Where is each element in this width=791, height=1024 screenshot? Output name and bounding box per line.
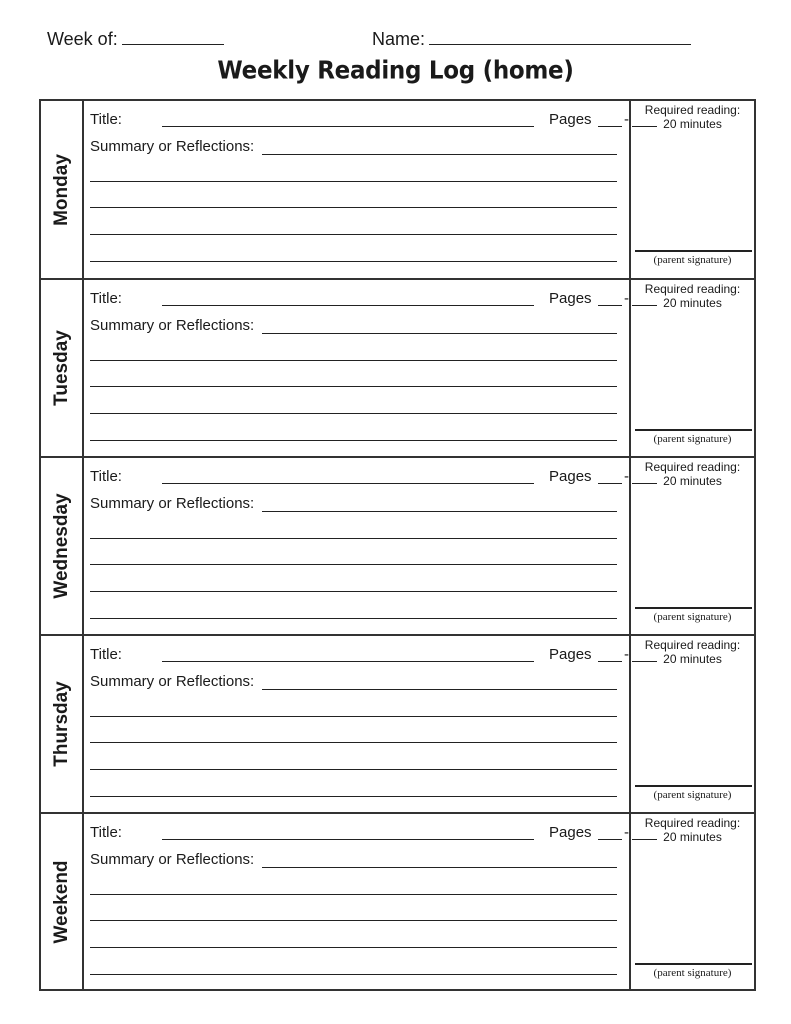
summary-label: Summary or Reflections: — [90, 138, 255, 155]
summary-line[interactable] — [90, 591, 617, 592]
summary-line[interactable] — [90, 234, 617, 235]
page-title: Weekly Reading Log (home) — [217, 56, 574, 86]
title-blank[interactable] — [162, 661, 534, 662]
summary-label: Summary or Reflections: — [90, 851, 255, 868]
required-reading-label: Required reading: — [644, 103, 741, 117]
summary-blank[interactable] — [262, 689, 617, 690]
summary-blank[interactable] — [262, 511, 617, 512]
day-label: Monday — [50, 154, 72, 226]
pages-start-blank[interactable] — [598, 305, 622, 306]
required-minutes: 20 minutes — [663, 652, 722, 666]
required-reading-cell — [629, 814, 754, 990]
summary-line[interactable] — [90, 564, 617, 565]
title-blank[interactable] — [162, 839, 534, 840]
parent-signature-label: (parent signature) — [653, 789, 732, 801]
entry-cell — [84, 636, 629, 812]
required-minutes: 20 minutes — [663, 830, 722, 844]
day-label-cell — [41, 458, 84, 634]
required-reading-label: Required reading: — [644, 282, 741, 296]
summary-line[interactable] — [90, 386, 617, 387]
pages-label: Pages — [549, 111, 592, 128]
summary-line[interactable] — [90, 618, 617, 619]
required-minutes: 20 minutes — [663, 296, 722, 310]
required-minutes: 20 minutes — [663, 474, 722, 488]
entry-cell — [84, 101, 629, 279]
pages-separator: - — [624, 468, 629, 485]
pages-separator: - — [624, 646, 629, 663]
summary-line[interactable] — [90, 181, 617, 182]
summary-label: Summary or Reflections: — [90, 317, 255, 334]
summary-line[interactable] — [90, 769, 617, 770]
entry-cell — [84, 280, 629, 456]
name-label: Name: — [372, 29, 426, 49]
pages-start-blank[interactable] — [598, 126, 622, 127]
pages-start-blank[interactable] — [598, 483, 622, 484]
parent-signature-label: (parent signature) — [653, 433, 732, 445]
pages-start-blank[interactable] — [598, 839, 622, 840]
day-row-thursday — [41, 634, 754, 812]
required-reading-label: Required reading: — [644, 638, 741, 652]
day-row-wednesday — [41, 456, 754, 634]
required-minutes: 20 minutes — [663, 117, 722, 131]
summary-label: Summary or Reflections: — [90, 495, 255, 512]
summary-blank[interactable] — [262, 867, 617, 868]
pages-label: Pages — [549, 646, 592, 663]
title-label: Title: — [90, 468, 122, 485]
week-of-blank[interactable] — [122, 29, 224, 45]
summary-line[interactable] — [90, 974, 617, 975]
parent-signature-line[interactable] — [635, 963, 752, 965]
parent-signature-label: (parent signature) — [653, 967, 732, 979]
parent-signature-line[interactable] — [635, 607, 752, 609]
summary-line[interactable] — [90, 796, 617, 797]
day-row-monday — [41, 101, 754, 279]
title-blank[interactable] — [162, 126, 534, 127]
entry-cell — [84, 814, 629, 990]
summary-line[interactable] — [90, 716, 617, 717]
entry-cell — [84, 458, 629, 634]
name-field — [372, 29, 691, 50]
summary-line[interactable] — [90, 207, 617, 208]
day-row-weekend — [41, 812, 754, 990]
day-label-cell — [41, 814, 84, 990]
title-label: Title: — [90, 111, 122, 128]
parent-signature-label: (parent signature) — [653, 611, 732, 623]
pages-separator: - — [624, 290, 629, 307]
name-blank[interactable] — [429, 29, 691, 45]
day-label: Wednesday — [50, 493, 72, 599]
summary-line[interactable] — [90, 440, 617, 441]
title-label: Title: — [90, 824, 122, 841]
required-reading-cell — [629, 101, 754, 279]
pages-label: Pages — [549, 824, 592, 841]
summary-line[interactable] — [90, 538, 617, 539]
parent-signature-line[interactable] — [635, 429, 752, 431]
summary-label: Summary or Reflections: — [90, 673, 255, 690]
pages-separator: - — [624, 824, 629, 841]
day-row-tuesday — [41, 278, 754, 456]
week-of-field — [47, 29, 224, 50]
day-label-cell — [41, 636, 84, 812]
title-label: Title: — [90, 290, 122, 307]
title-blank[interactable] — [162, 305, 534, 306]
summary-blank[interactable] — [262, 154, 617, 155]
day-label: Thursday — [50, 681, 72, 767]
parent-signature-line[interactable] — [635, 785, 752, 787]
summary-line[interactable] — [90, 894, 617, 895]
parent-signature-label: (parent signature) — [653, 254, 732, 266]
day-label-cell — [41, 280, 84, 456]
required-reading-cell — [629, 280, 754, 456]
reading-log-table — [39, 99, 756, 991]
required-reading-label: Required reading: — [644, 460, 741, 474]
summary-line[interactable] — [90, 742, 617, 743]
required-reading-text — [631, 638, 754, 666]
pages-separator: - — [624, 111, 629, 128]
title-blank[interactable] — [162, 483, 534, 484]
parent-signature-line[interactable] — [635, 250, 752, 252]
summary-blank[interactable] — [262, 333, 617, 334]
required-reading-cell — [629, 458, 754, 634]
day-label: Tuesday — [50, 330, 72, 406]
required-reading-text — [631, 460, 754, 488]
week-of-label: Week of: — [47, 29, 118, 49]
title-label: Title: — [90, 646, 122, 663]
required-reading-text — [631, 282, 754, 310]
required-reading-label: Required reading: — [644, 816, 741, 830]
required-reading-cell — [629, 636, 754, 812]
summary-line[interactable] — [90, 360, 617, 361]
summary-line[interactable] — [90, 413, 617, 414]
summary-line[interactable] — [90, 920, 617, 921]
pages-label: Pages — [549, 290, 592, 307]
day-label-cell — [41, 101, 84, 279]
day-label: Weekend — [50, 860, 72, 944]
required-reading-text — [631, 103, 754, 131]
pages-label: Pages — [549, 468, 592, 485]
summary-line[interactable] — [90, 261, 617, 262]
pages-start-blank[interactable] — [598, 661, 622, 662]
required-reading-text — [631, 816, 754, 844]
summary-line[interactable] — [90, 947, 617, 948]
